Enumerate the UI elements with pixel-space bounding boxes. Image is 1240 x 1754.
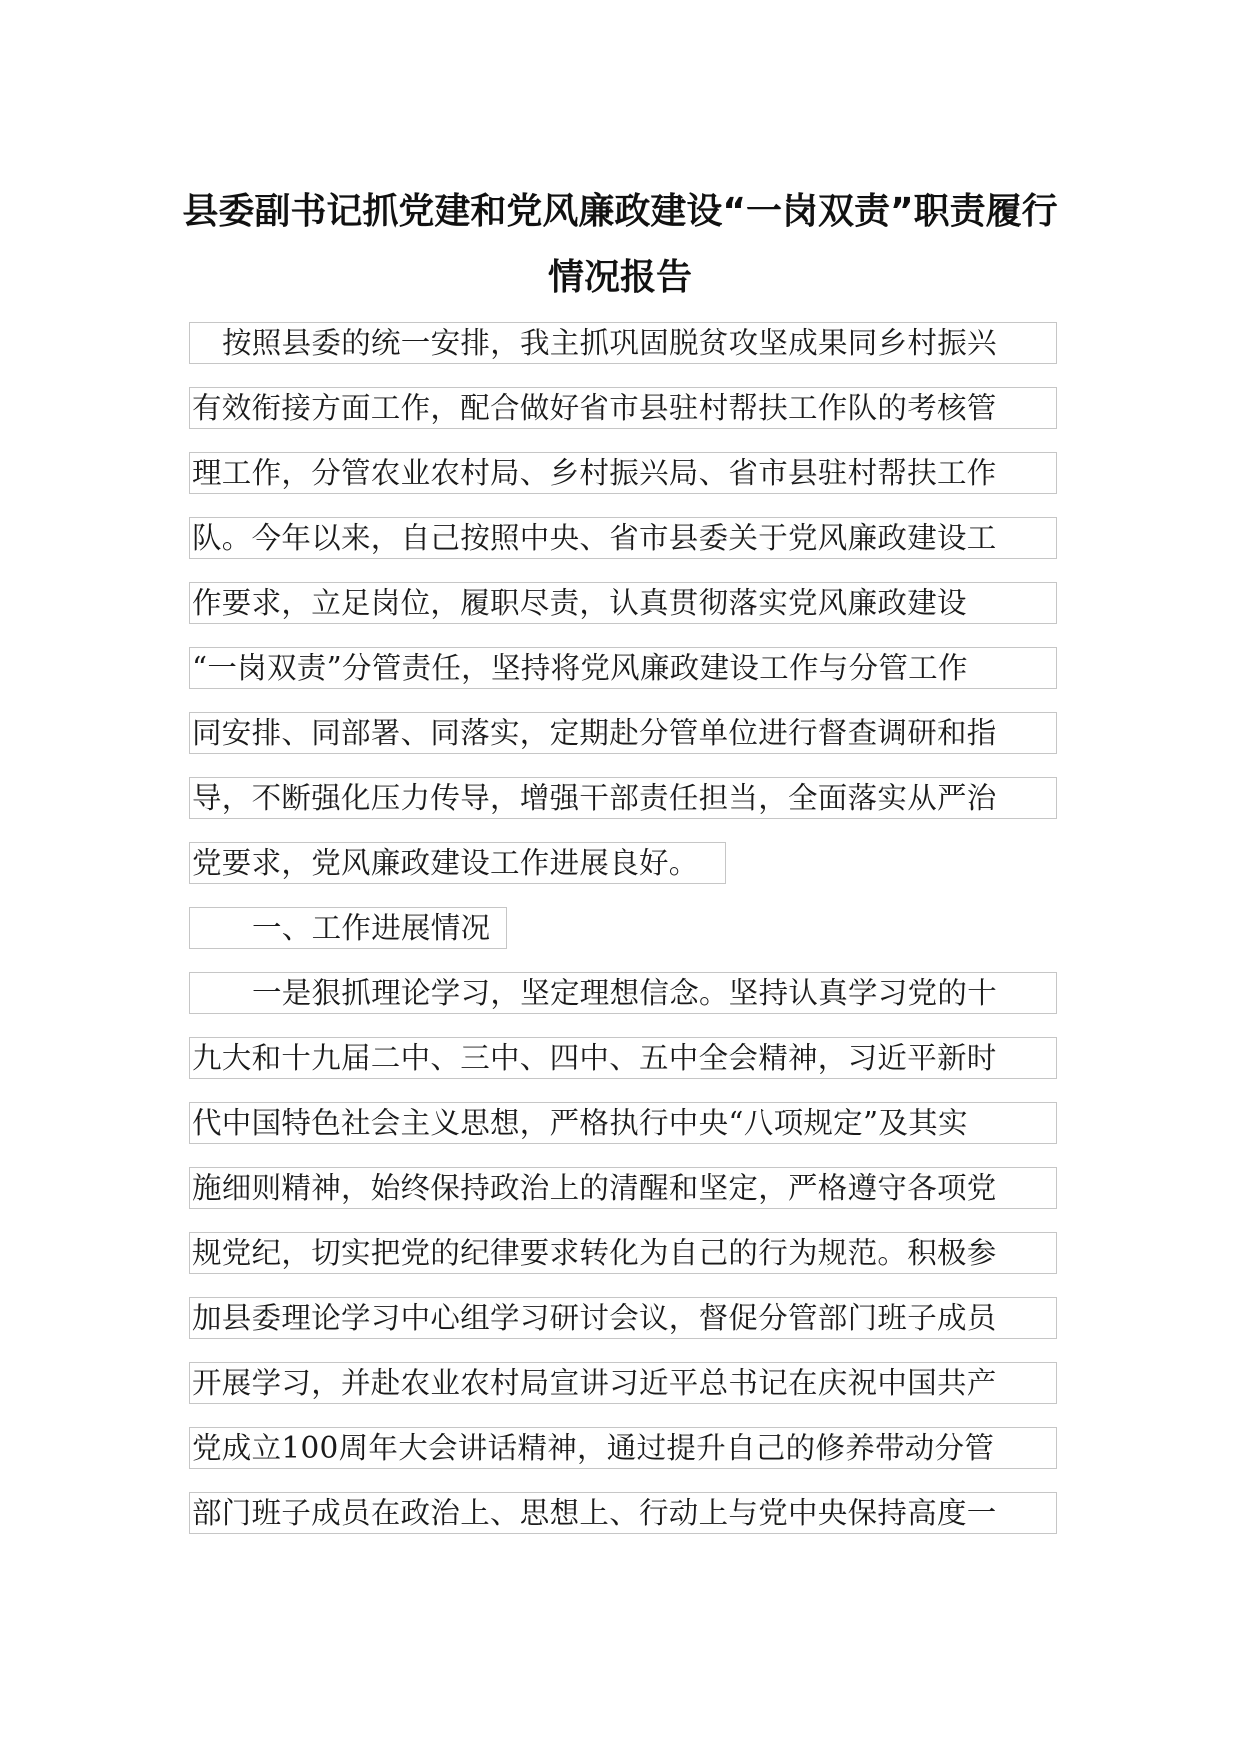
paragraph-2-line-4: 施细则精神，始终保持政治上的清醒和坚定，严格遵守各项党 — [189, 1167, 1057, 1209]
text-line — [189, 837, 1059, 902]
text-line — [189, 1422, 1059, 1487]
paragraph-1-line-6: “一岗双责”分管责任，坚持将党风廉政建设工作与分管工作 — [189, 647, 1057, 689]
paragraph-1-line-9: 党要求，党风廉政建设工作进展良好。 — [189, 842, 726, 884]
paragraph-2-line-7: 开展学习，并赴农业农村局宣讲习近平总书记在庆祝中国共产 — [189, 1362, 1057, 1404]
text-line — [189, 967, 1059, 1032]
document-title-line-1: 县委副书记抓党建和党风廉政建设“一岗双责”职责履行 — [182, 191, 1058, 232]
paragraph-2-line-6: 加县委理论学习中心组学习研讨会议，督促分管部门班子成员 — [189, 1297, 1057, 1339]
text-line — [189, 1097, 1059, 1162]
paragraph-2-line-9: 部门班子成员在政治上、思想上、行动上与党中央保持高度一 — [189, 1492, 1057, 1534]
paragraph-1-line-1: 按照县委的统一安排，我主抓巩固脱贫攻坚成果同乡村振兴 — [189, 322, 1057, 364]
text-line — [189, 1487, 1059, 1552]
text-line — [189, 1227, 1059, 1292]
text-line — [189, 772, 1059, 837]
text-line — [189, 512, 1059, 577]
paragraph-1-line-5: 作要求，立足岗位，履职尽责，认真贯彻落实党风廉政建设 — [189, 582, 1057, 624]
paragraph-2-line-1: 一是狠抓理论学习，坚定理想信念。坚持认真学习党的十 — [189, 972, 1057, 1014]
text-line — [189, 1162, 1059, 1227]
text-line — [189, 1357, 1059, 1422]
text-line — [189, 382, 1059, 447]
text-line — [189, 642, 1059, 707]
paragraph-1-line-3: 理工作，分管农业农村局、乡村振兴局、省市县驻村帮扶工作 — [189, 452, 1057, 494]
text-line — [189, 317, 1059, 382]
paragraph-2-line-2: 九大和十九届二中、三中、四中、五中全会精神，习近平新时 — [189, 1037, 1057, 1079]
paragraph-1-line-4: 队。今年以来，自己按照中央、省市县委关于党风廉政建设工 — [189, 517, 1057, 559]
text-line — [189, 1032, 1059, 1097]
paragraph-1-line-7: 同安排、同部署、同落实，定期赴分管单位进行督查调研和指 — [189, 712, 1057, 754]
section-heading: 一、工作进展情况 — [189, 907, 507, 949]
text-line — [189, 1292, 1059, 1357]
paragraph-2-line-3: 代中国特色社会主义思想，严格执行中央“八项规定”及其实 — [189, 1102, 1057, 1144]
paragraph-2-line-5: 规党纪，切实把党的纪律要求转化为自己的行为规范。积极参 — [189, 1232, 1057, 1274]
document-body — [189, 317, 1059, 1552]
paragraph-2-line-8: 党成立100周年大会讲话精神，通过提升自己的修养带动分管 — [189, 1427, 1057, 1469]
text-line — [189, 707, 1059, 772]
document-title-line-2: 情况报告 — [547, 257, 692, 298]
paragraph-1-line-2: 有效衔接方面工作，配合做好省市县驻村帮扶工作队的考核管 — [189, 387, 1057, 429]
text-line — [189, 577, 1059, 642]
text-line — [189, 902, 1059, 967]
text-line — [189, 447, 1059, 512]
paragraph-1-line-8: 导，不断强化压力传导，增强干部责任担当，全面落实从严治 — [189, 777, 1057, 819]
